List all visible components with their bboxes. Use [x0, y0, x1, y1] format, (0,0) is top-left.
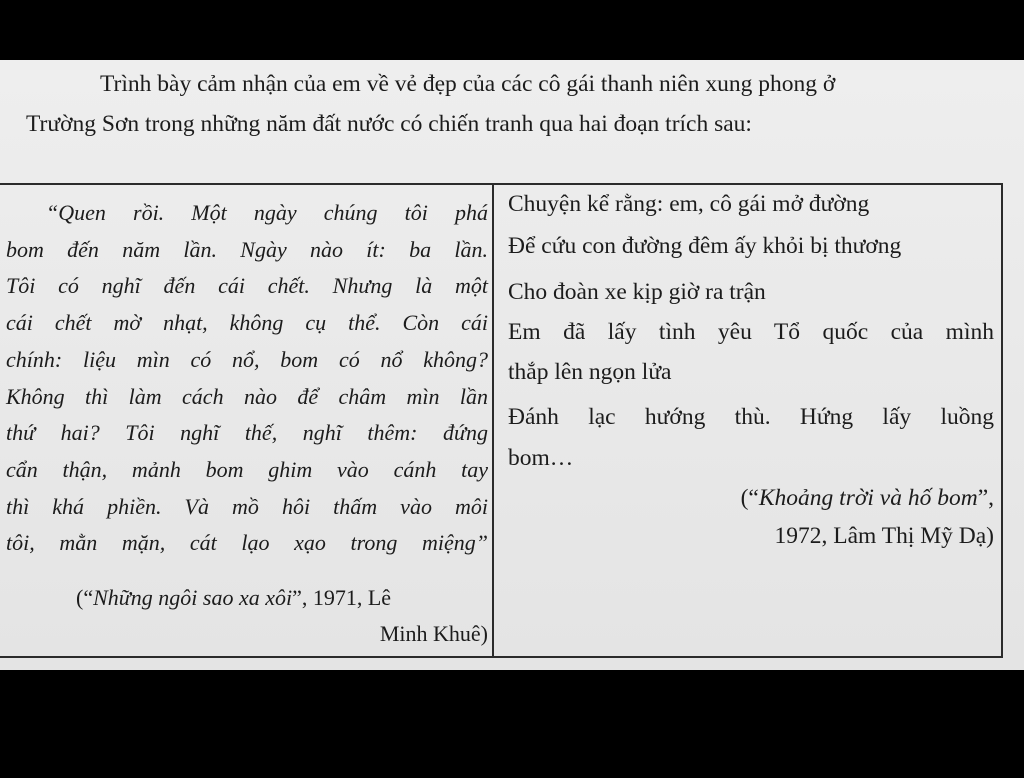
poem-line: Em đã lấy tình yêu Tổ quốc của mình [508, 319, 994, 345]
poem-line: thắp lên ngọn lửa [508, 359, 672, 385]
question-prompt [26, 64, 1001, 144]
prose-line: tôi, mằn mặn, cát lạo xạo trong miệng” [6, 530, 488, 556]
prose-source-line-1: (“Những ngôi sao xa xôi”, 1971, Lê [76, 585, 392, 610]
prose-line: thứ hai? Tôi nghĩ thế, nghĩ thêm: đứng [6, 420, 488, 446]
prose-excerpt [6, 195, 488, 562]
poem-line: Để cứu con đường đêm ấy khỏi bị thương [508, 233, 902, 259]
excerpt-table [0, 183, 1003, 658]
prose-source-title: Những ngôi sao xa xôi [93, 585, 293, 610]
prose-source [6, 580, 488, 652]
prose-source-author: Minh Khuê) [379, 621, 488, 646]
prose-line: bom đến năm lần. Ngày nào ít: ba lần. [6, 236, 488, 262]
prose-line: “Quen rồi. Một ngày chúng tôi phá [46, 200, 488, 225]
prompt-line-1: Trình bày cảm nhận của em về vẻ đẹp của các cô gái thanh niên xung phong ở [100, 71, 836, 97]
prose-line: Tôi có nghĩ đến cái chết. Nhưng là một [6, 273, 488, 299]
prompt-line-2: Trường Sơn trong những năm đất nước có chiến tranh qua hai đoạn trích sau: [26, 111, 752, 137]
document-page [0, 60, 1024, 670]
poem-line: Đánh lạc hướng thù. Hứng lấy luồng [508, 404, 994, 430]
prose-line: cẩn thận, mảnh bom ghim vào cánh tay [6, 456, 488, 482]
poem-line: Chuyện kể rằng: em, cô gái mở đường [508, 191, 870, 217]
poem-line: Cho đoàn xe kịp giờ ra trận [508, 279, 766, 305]
poem-source-title: Khoảng trời và hố bom [758, 485, 978, 511]
prose-line: thì khá phiền. Và mồ hôi thấm vào môi [6, 493, 488, 519]
prose-line: Không thì làm cách nào để châm mìn lần [6, 383, 488, 409]
poem-line: bom… [508, 445, 574, 471]
prose-line: chính: liệu mìn có nổ, bom có nổ không? [6, 346, 488, 372]
prose-line: cái chết mờ nhạt, không cụ thể. Còn cái [6, 310, 488, 336]
column-divider [492, 185, 494, 656]
poem-source-line-1: (“Khoảng trời và hố bom”, [740, 485, 994, 511]
poem-source-author: 1972, Lâm Thị Mỹ Dạ) [774, 523, 994, 549]
